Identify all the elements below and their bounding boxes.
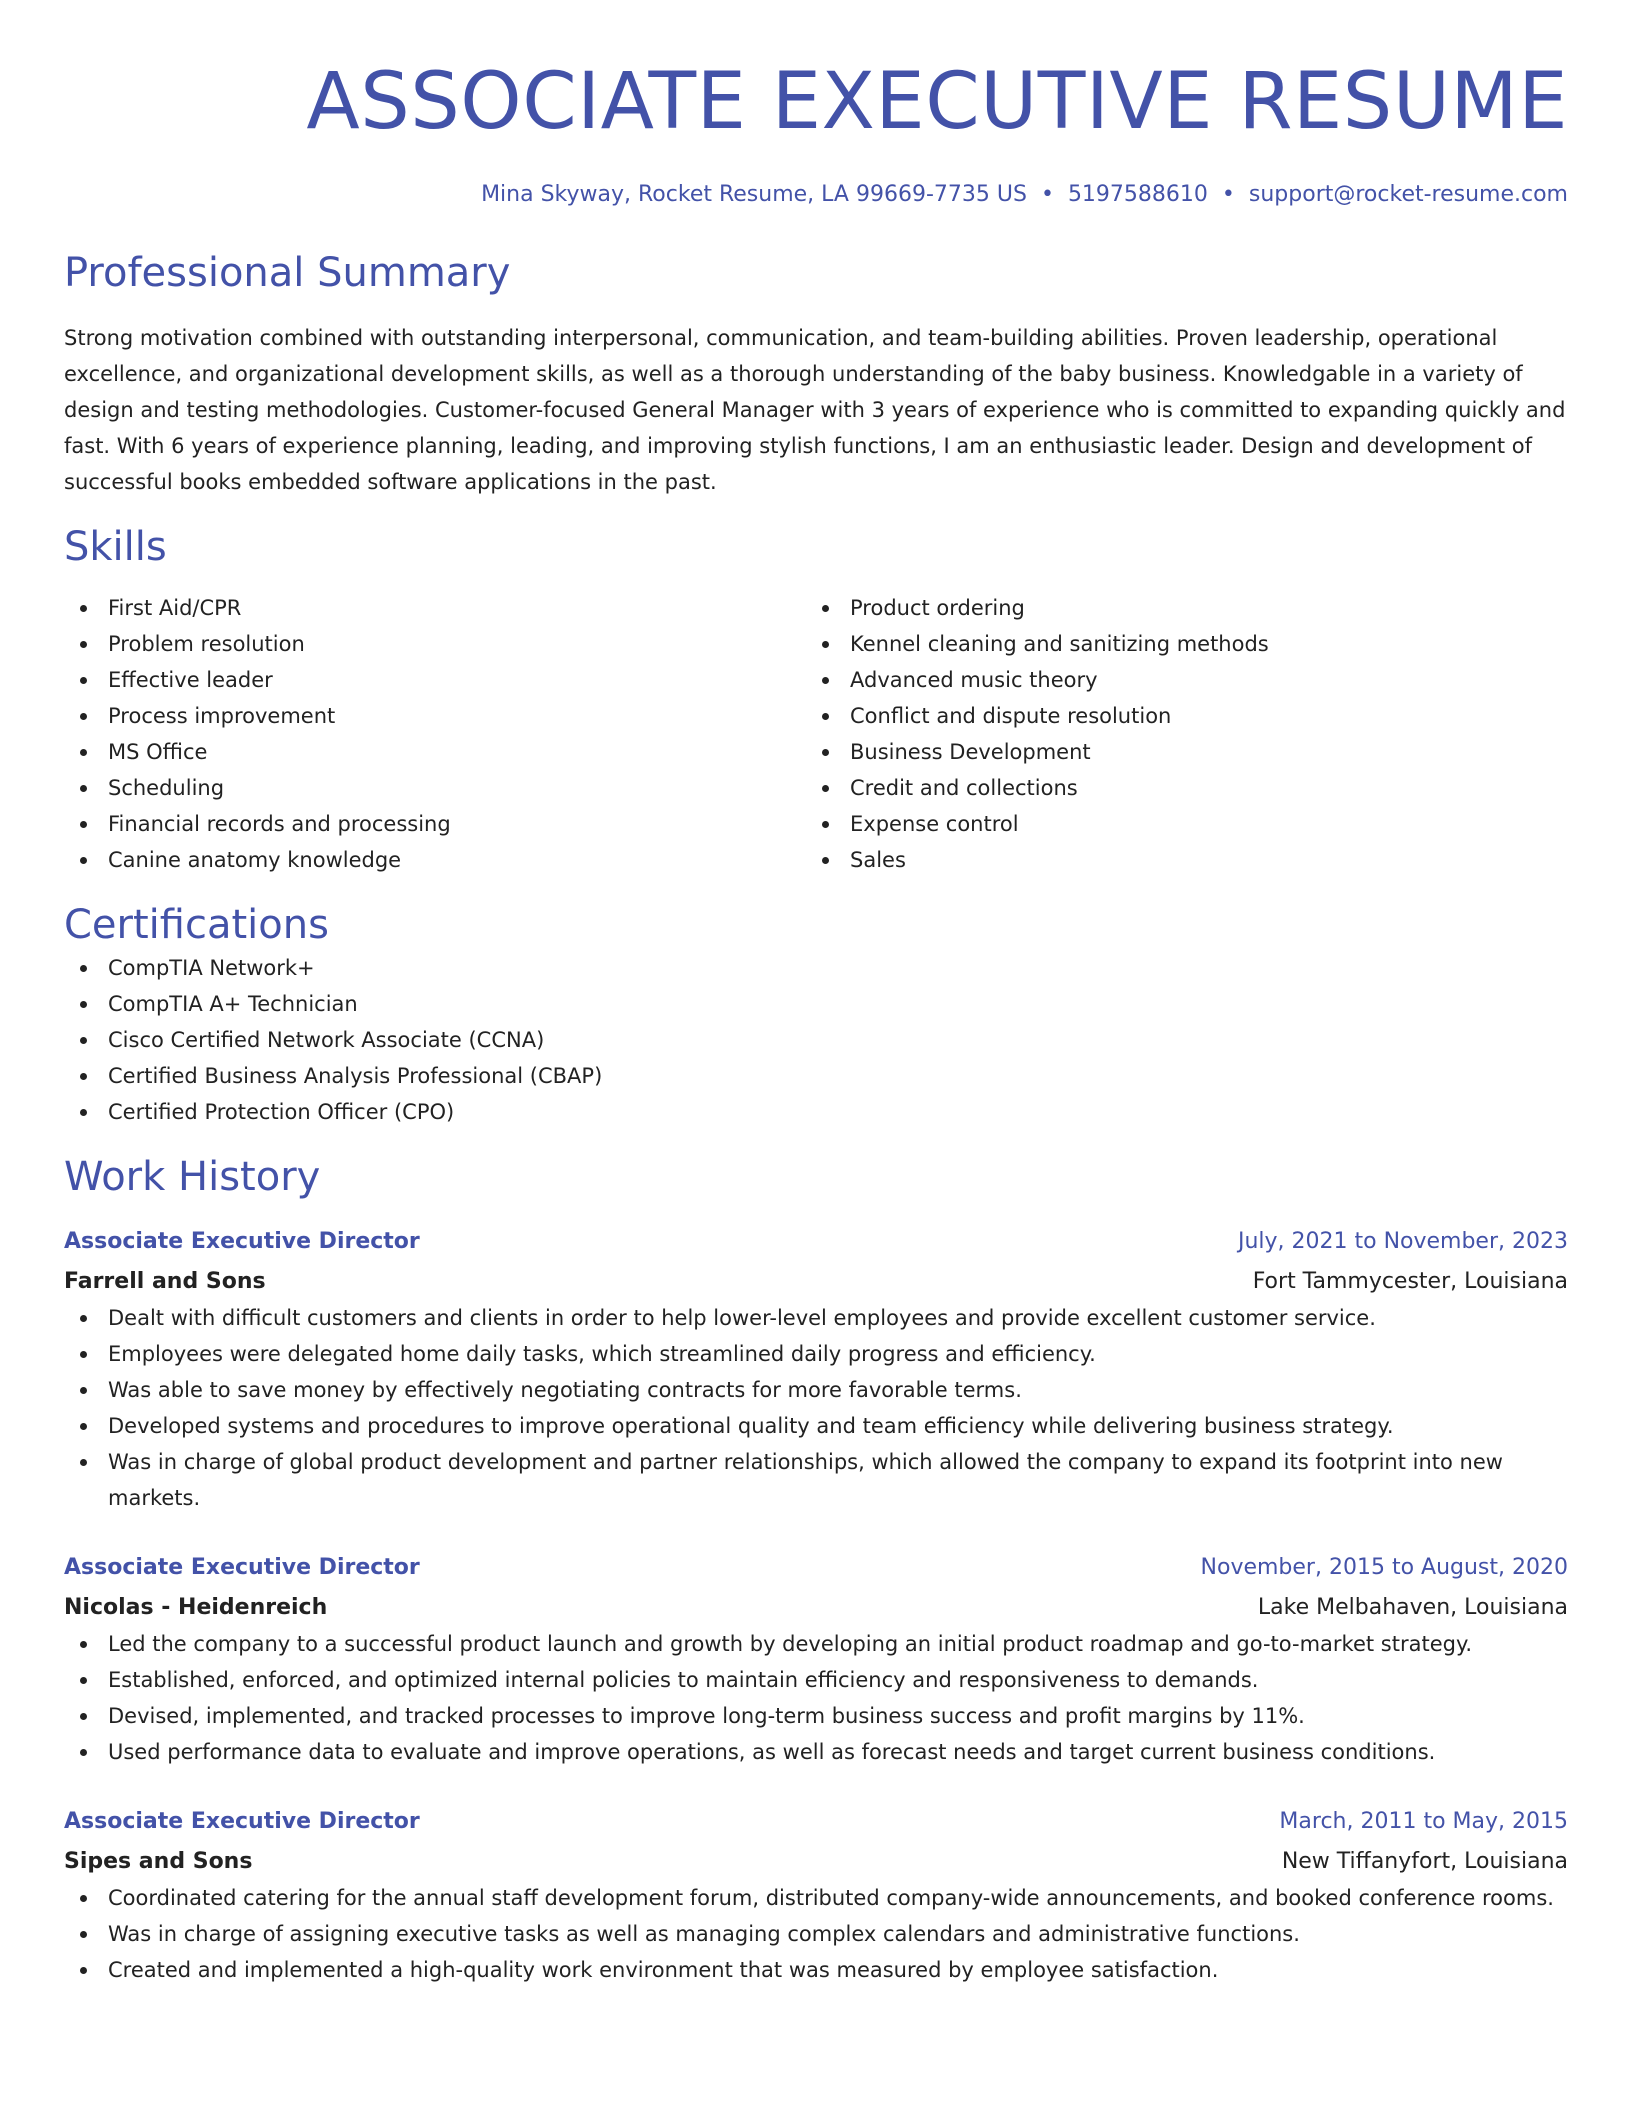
list-item-text: Dealt with difficult customers and clients in order to help lower-level employees and provide excellent customer service.	[108, 1306, 1376, 1330]
list-item	[64, 590, 806, 626]
list-item	[64, 1022, 1568, 1058]
list-item	[806, 842, 1548, 878]
bullet-icon	[80, 1895, 87, 1902]
list-item	[806, 662, 1548, 698]
list-item	[806, 698, 1548, 734]
list-item-text: Scheduling	[108, 776, 225, 800]
job-header-row	[64, 1550, 1568, 1586]
bullet-icon	[80, 1459, 87, 1466]
list-item	[64, 1094, 1568, 1130]
list-item	[64, 950, 1568, 986]
certifications-list	[64, 950, 1568, 1130]
list-item	[64, 1698, 1568, 1734]
contact-address: Mina Skyway, Rocket Resume, LA 99669-7735 US	[481, 182, 1027, 207]
bullet-icon	[80, 1713, 87, 1720]
list-item	[64, 1880, 1568, 1916]
job-company-row	[64, 1840, 1568, 1880]
list-item	[64, 1336, 1568, 1372]
job-title: Associate Executive Director	[64, 1555, 420, 1580]
bullet-icon	[80, 641, 87, 648]
list-item	[64, 1058, 1568, 1094]
list-item-text: Developed systems and procedures to improve operational quality and team efficiency while delivering business strategy.	[108, 1414, 1394, 1438]
list-item	[64, 986, 1568, 1022]
list-item-text: Sales	[850, 848, 906, 872]
list-item-text: Certified Protection Officer (CPO)	[108, 1100, 455, 1124]
bullet-icon	[822, 677, 829, 684]
skills-column-right	[806, 590, 1548, 878]
bullet-icon	[80, 605, 87, 612]
contact-separator: •	[1221, 182, 1235, 207]
bullet-icon	[80, 677, 87, 684]
bullet-icon	[822, 821, 829, 828]
bullet-icon	[80, 785, 87, 792]
skills-list-right	[806, 590, 1548, 878]
bullet-icon	[80, 857, 87, 864]
list-item-text: Created and implemented a high-quality work environment that was measured by employee satisfaction.	[108, 1958, 1219, 1982]
bullet-icon	[80, 1641, 87, 1648]
list-item-text: Expense control	[850, 812, 1019, 836]
job-dates: March, 2011 to May, 2015	[1279, 1809, 1568, 1834]
list-item-text: Was in charge of global product development and partner relationships, which allowed the company to expand its footprint into new markets.	[108, 1450, 1503, 1510]
bullet-icon	[80, 1315, 87, 1322]
list-item	[806, 770, 1548, 806]
list-item	[806, 590, 1548, 626]
list-item	[64, 842, 806, 878]
bullet-icon	[80, 1423, 87, 1430]
bullet-icon	[80, 1967, 87, 1974]
list-item-text: Financial records and processing	[108, 812, 451, 836]
list-item-text: Business Development	[850, 740, 1091, 764]
list-item-text: Was in charge of assigning executive tasks as well as managing complex calendars and administrative functions.	[108, 1922, 1300, 1946]
contact-line	[64, 180, 1568, 210]
list-item-text: Cisco Certified Network Associate (CCNA)	[108, 1028, 545, 1052]
list-item-text: Effective leader	[108, 668, 273, 692]
list-item	[64, 806, 806, 842]
job-bullets	[64, 1300, 1568, 1516]
list-item-text: Was able to save money by effectively negotiating contracts for more favorable terms.	[108, 1378, 1022, 1402]
list-item-text: Problem resolution	[108, 632, 305, 656]
job-title: Associate Executive Director	[64, 1809, 420, 1834]
list-item-text: Canine anatomy knowledge	[108, 848, 402, 872]
list-item-text: Certified Business Analysis Professional (CBAP)	[108, 1064, 603, 1088]
list-item-text: Advanced music theory	[850, 668, 1098, 692]
job-company-row	[64, 1260, 1568, 1300]
list-item	[64, 1916, 1568, 1952]
list-item	[64, 1372, 1568, 1408]
list-item-text: Coordinated catering for the annual staff development forum, distributed company-wide announcements, and booked conference rooms.	[108, 1886, 1554, 1910]
skills-column-left	[64, 590, 806, 878]
bullet-icon	[80, 1749, 87, 1756]
summary-section	[64, 248, 1568, 500]
bullet-icon	[822, 749, 829, 756]
job-header-row	[64, 1224, 1568, 1260]
job-location: Lake Melbahaven, Louisiana	[1257, 1595, 1568, 1620]
list-item-text: CompTIA A+ Technician	[108, 992, 358, 1016]
list-item-text: Kennel cleaning and sanitizing methods	[850, 632, 1269, 656]
list-item	[806, 734, 1548, 770]
bullet-icon	[822, 785, 829, 792]
skills-list-left	[64, 590, 806, 878]
job-entry	[64, 1224, 1568, 1516]
job-company: Nicolas - Heidenreich	[64, 1595, 328, 1620]
skills-grid	[64, 590, 1568, 878]
bullet-icon	[80, 1387, 87, 1394]
list-item-text: Led the company to a successful product launch and growth by developing an initial product roadmap and go-to-market strategy.	[108, 1632, 1473, 1656]
list-item-text: Established, enforced, and optimized internal policies to maintain efficiency and responsiveness to demands.	[108, 1668, 1259, 1692]
list-item	[64, 1626, 1568, 1662]
bullet-icon	[80, 749, 87, 756]
list-item-text: Credit and collections	[850, 776, 1078, 800]
list-item-text: First Aid/CPR	[108, 596, 242, 620]
summary-text: Strong motivation combined with outstanding interpersonal, communication, and team-building abilities. Proven leadership, operational excellence, and organizational development skills, as well as a thorough understanding of the baby business. Knowledgable in a variety of design and testing methodologies. Customer-focused General Manager with 3 years of experience who is committed to expanding quickly and fast. With 6 years of experience planning, leading, and improving stylish functions, I am an enthusiastic leader. Design and development of successful books embedded software applications in the past.	[64, 326, 1566, 494]
job-bullets	[64, 1626, 1568, 1770]
list-item-text: CompTIA Network+	[108, 956, 315, 980]
job-company: Farrell and Sons	[64, 1269, 266, 1294]
contact-separator: •	[1040, 182, 1054, 207]
job-header-row	[64, 1804, 1568, 1840]
job-entry	[64, 1804, 1568, 1988]
bullet-icon	[80, 1677, 87, 1684]
list-item-text: Employees were delegated home daily tasks, which streamlined daily progress and efficiency.	[108, 1342, 1096, 1366]
summary-heading: Professional Summary	[64, 250, 511, 296]
list-item-text: Product ordering	[850, 596, 1025, 620]
contact-email: support@rocket-resume.com	[1248, 182, 1568, 207]
certifications-section	[64, 900, 1568, 1130]
list-item	[64, 1300, 1568, 1336]
list-item	[64, 1408, 1568, 1444]
list-item-text: Process improvement	[108, 704, 336, 728]
skills-section	[64, 522, 1568, 878]
bullet-icon	[822, 713, 829, 720]
bullet-icon	[80, 1037, 87, 1044]
skills-heading: Skills	[64, 524, 167, 570]
list-item-text: Conflict and dispute resolution	[850, 704, 1172, 728]
bullet-icon	[80, 1351, 87, 1358]
list-item	[806, 806, 1548, 842]
bullet-icon	[80, 1931, 87, 1938]
work-history-heading: Work History	[64, 1154, 321, 1200]
certifications-heading: Certifications	[64, 902, 329, 948]
job-bullets	[64, 1880, 1568, 1988]
list-item	[64, 770, 806, 806]
bullet-icon	[822, 857, 829, 864]
bullet-icon	[80, 713, 87, 720]
job-company: Sipes and Sons	[64, 1849, 253, 1874]
job-company-row	[64, 1586, 1568, 1626]
bullet-icon	[80, 1001, 87, 1008]
list-item	[64, 626, 806, 662]
bullet-icon	[80, 1109, 87, 1116]
bullet-icon	[822, 641, 829, 648]
list-item	[64, 1952, 1568, 1988]
resume-title: ASSOCIATE EXECUTIVE RESUME	[306, 57, 1568, 147]
work-history-section	[64, 1152, 1568, 1988]
job-location: New Tiffanyfort, Louisiana	[1281, 1849, 1568, 1874]
job-dates: November, 2015 to August, 2020	[1200, 1555, 1568, 1580]
bullet-icon	[80, 1073, 87, 1080]
contact-phone: 5197588610	[1067, 182, 1208, 207]
list-item	[64, 1734, 1568, 1770]
list-item	[64, 698, 806, 734]
job-location: Fort Tammycester, Louisiana	[1252, 1269, 1568, 1294]
list-item	[64, 1662, 1568, 1698]
list-item-text: MS Office	[108, 740, 208, 764]
list-item	[64, 662, 806, 698]
bullet-icon	[80, 965, 87, 972]
list-item	[806, 626, 1548, 662]
list-item	[64, 1444, 1568, 1516]
job-title: Associate Executive Director	[64, 1229, 420, 1254]
list-item-text: Used performance data to evaluate and improve operations, as well as forecast needs and target current business conditions.	[108, 1740, 1436, 1764]
job-dates: July, 2021 to November, 2023	[1237, 1229, 1568, 1254]
bullet-icon	[822, 605, 829, 612]
list-item	[64, 734, 806, 770]
list-item-text: Devised, implemented, and tracked processes to improve long-term business success and profit margins by 11%.	[108, 1704, 1305, 1728]
bullet-icon	[80, 821, 87, 828]
job-entry	[64, 1550, 1568, 1770]
